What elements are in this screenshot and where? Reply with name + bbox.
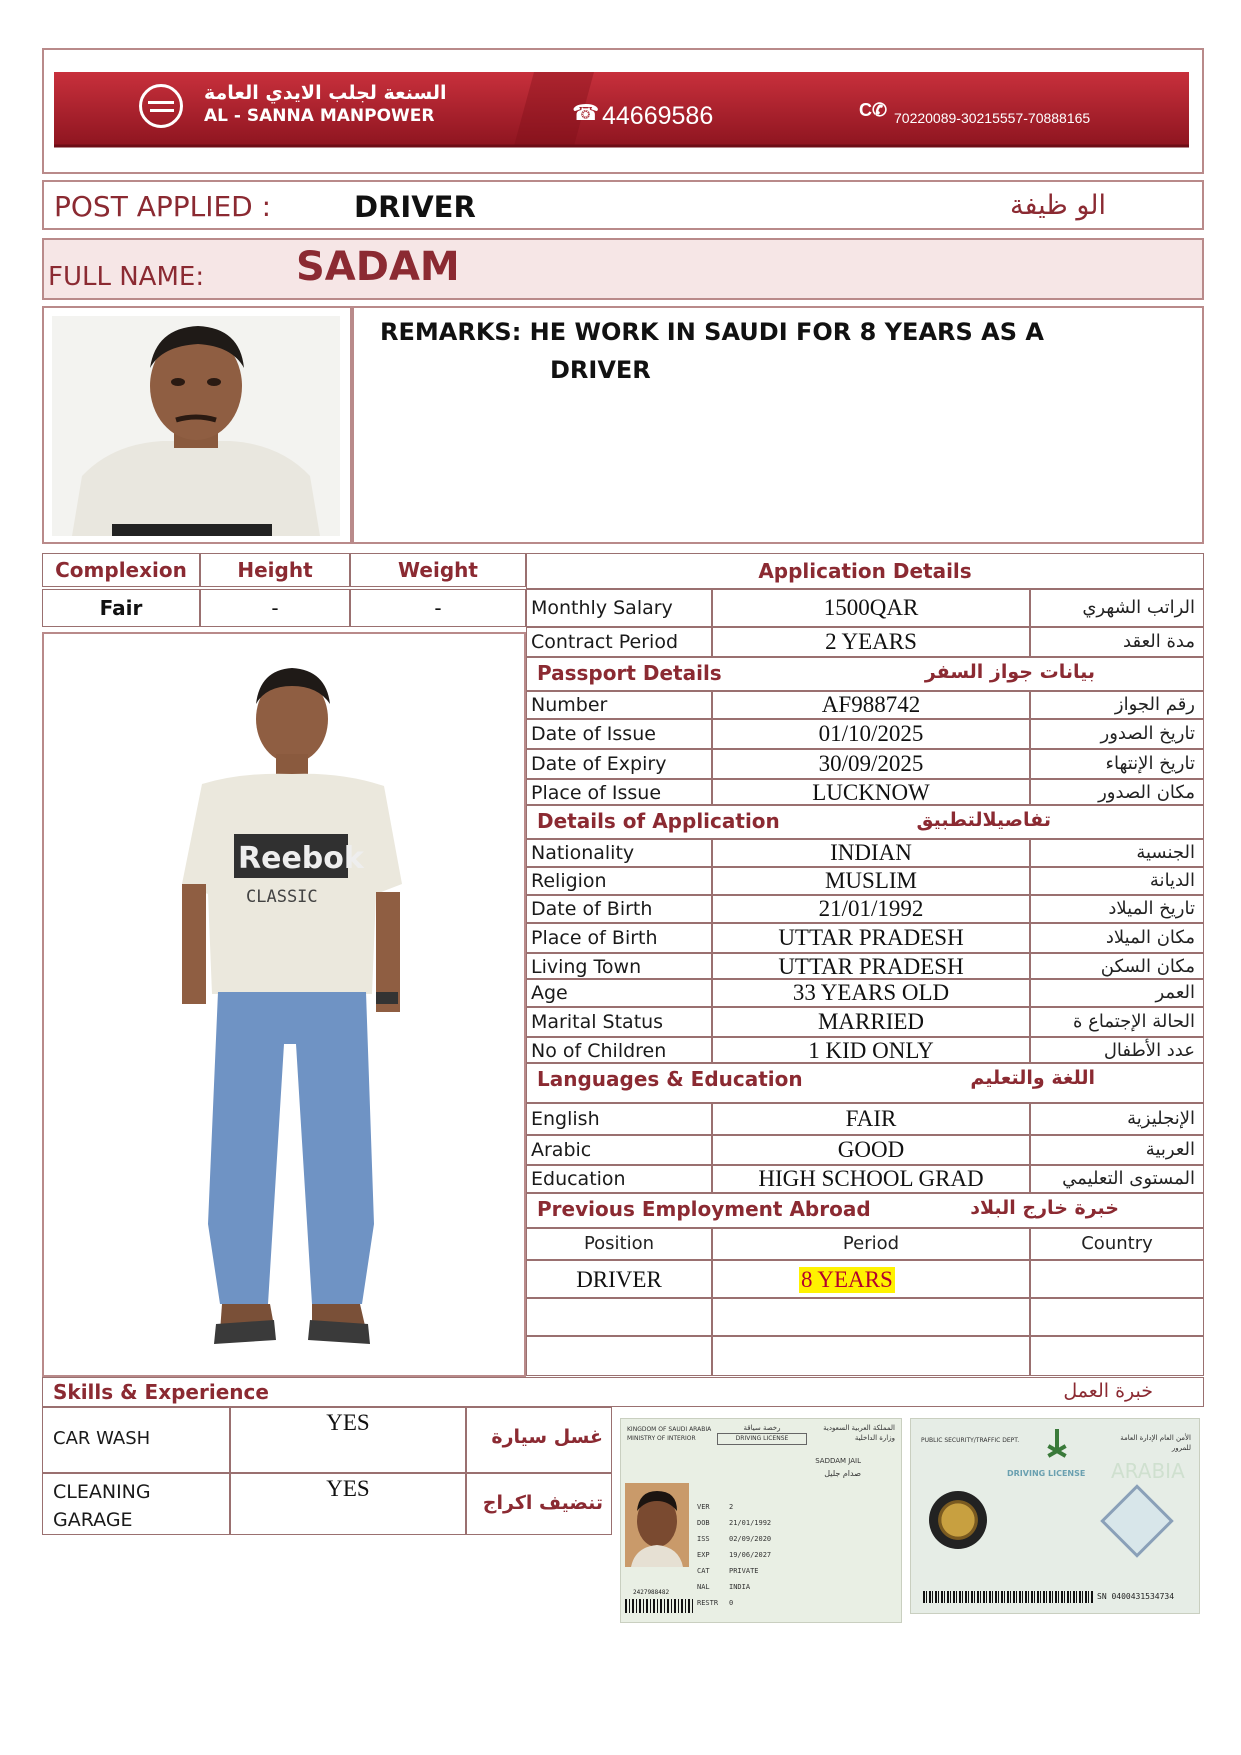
nationality-label-cell [526, 839, 712, 867]
education-ar-cell [1030, 1165, 1204, 1193]
licence-header-right: المملكة العربية السعودية وزارة الداخلية [823, 1424, 895, 1442]
licence-field-row [697, 1515, 897, 1531]
nationality-ar: الجنسية [1136, 842, 1195, 863]
religion-label-cell [526, 867, 712, 895]
licence-back-card-label: DRIVING LICENSE [1007, 1469, 1086, 1478]
date-of-birth-label: Date of Birth [531, 898, 653, 920]
no-of-children-label-cell [526, 1037, 712, 1063]
living-town-ar-cell [1030, 953, 1204, 979]
languages-education-title: Languages & Education [537, 1067, 803, 1091]
employment-country-header: Country [1030, 1228, 1204, 1260]
licence-field-row [697, 1595, 897, 1611]
arabic-label-cell [526, 1135, 712, 1165]
header-banner [42, 48, 1204, 174]
licence-back-dept: PUBLIC SECURITY/TRAFFIC DEPT. [921, 1437, 1020, 1444]
licence-field-key: NAL [697, 1583, 710, 1591]
monthly-salary-ar: الراتب الشهري [1082, 597, 1195, 618]
place-of-issue-ar: مكان الصدور [1098, 782, 1195, 803]
previous-employment-title: Previous Employment Abroad [537, 1197, 871, 1221]
nationality-label: Nationality [531, 842, 635, 864]
contract-period-ar-cell [1030, 627, 1204, 657]
education-label-cell [526, 1165, 712, 1193]
company-name-arabic: السنعة لجلب الايدي العامة [204, 82, 447, 104]
passport-number-label-cell [526, 691, 712, 719]
date-of-expiry-value-cell [712, 749, 1030, 779]
no-of-children-label: No of Children [531, 1040, 667, 1062]
portrait-box [42, 306, 352, 544]
passport-number-ar-cell [1030, 691, 1204, 719]
place-of-issue-ar-cell [1030, 779, 1204, 805]
licence-name-en: SADDAM JAIL [815, 1457, 861, 1465]
english-value: FAIR [845, 1106, 897, 1131]
licence-holder-photo [625, 1483, 689, 1567]
application-details-header: Application Details [526, 553, 1204, 589]
company-name-english: AL - SANNA MANPOWER [204, 106, 435, 126]
no-of-children-ar: عدد الأطفال [1103, 1040, 1195, 1061]
employment-empty-row [712, 1298, 1030, 1336]
age-value-cell [712, 979, 1030, 1007]
full-name-row [42, 238, 1204, 300]
licence-chip-icon [929, 1491, 987, 1549]
company-logo-icon [139, 84, 183, 128]
skill-value-cleaning-garage: YES [230, 1473, 466, 1535]
marital-status-ar: الحالة الإجتماع ة [1072, 1011, 1195, 1032]
skill-arabic-cleaning-garage: تنضيف اكراج [466, 1473, 612, 1535]
english-label: English [531, 1108, 600, 1130]
full-body-photo-box [42, 632, 526, 1377]
complexion-header: Complexion [42, 553, 200, 587]
age-ar: العمر [1155, 982, 1195, 1003]
candidate-full-body-photo [162, 664, 422, 1354]
date-of-expiry-value: 30/09/2025 [818, 751, 924, 776]
place-of-issue-value-cell [712, 779, 1030, 805]
height-value: - [200, 589, 350, 627]
date-of-expiry-label-cell [526, 749, 712, 779]
passport-number-ar: رقم الجواز [1114, 694, 1195, 715]
details-of-application-title-arabic: تفاصيلالتطبيق [916, 809, 1051, 831]
full-name-label: FULL NAME: [48, 262, 205, 292]
weight-header: Weight [350, 553, 526, 587]
candidate-portrait-photo [52, 316, 340, 536]
education-label: Education [531, 1168, 626, 1190]
skill-label-car-wash: CAR WASH [42, 1407, 230, 1473]
previous-employment-title-arabic: خبرة خارج البلاد [970, 1197, 1119, 1219]
date-of-birth-value: 21/01/1992 [818, 896, 924, 921]
contract-period-label-cell [526, 627, 712, 657]
driving-licence-back-image [910, 1418, 1200, 1614]
phone-icon: ☎ [572, 100, 600, 125]
employment-empty-row [526, 1298, 712, 1336]
svg-text:CLASSIC: CLASSIC [246, 887, 318, 907]
driving-licence-front-image [620, 1418, 902, 1623]
previous-employment-section-header [526, 1193, 1204, 1228]
age-value: 33 YEARS OLD [792, 980, 950, 1005]
date-of-expiry-ar-cell [1030, 749, 1204, 779]
date-of-expiry-label: Date of Expiry [531, 753, 667, 775]
nationality-value-cell [712, 839, 1030, 867]
place-of-birth-label-cell [526, 923, 712, 953]
marital-status-value-cell [712, 1007, 1030, 1037]
licence-back-country-watermark: ARABIA [1111, 1459, 1185, 1483]
details-of-application-section-header [526, 805, 1204, 839]
licence-field-row [697, 1579, 897, 1595]
employment-position-cell: DRIVER [526, 1260, 712, 1298]
monthly-salary-value: 1500QAR [823, 595, 919, 620]
licence-back-barcode [923, 1591, 1093, 1603]
licence-field-key: VER [697, 1503, 710, 1511]
english-ar-cell [1030, 1103, 1204, 1135]
post-applied-value: DRIVER [354, 190, 476, 224]
skill-arabic-car-wash: غسل سيارة [466, 1407, 612, 1473]
place-of-issue-value: LUCKNOW [812, 780, 930, 805]
monthly-salary-label: Monthly Salary [531, 597, 673, 619]
contract-period-ar: مدة العقد [1123, 631, 1195, 652]
date-of-birth-value-cell [712, 895, 1030, 923]
passport-number-value-cell [712, 691, 1030, 719]
licence-id-number: 2427988482 [633, 1589, 670, 1596]
nationality-ar-cell [1030, 839, 1204, 867]
licence-field-value: PRIVATE [729, 1567, 759, 1575]
place-of-birth-ar-cell [1030, 923, 1204, 953]
svg-text:Reebok: Reebok [238, 841, 364, 876]
arabic-value: GOOD [837, 1137, 905, 1162]
languages-education-title-arabic: اللغة والتعليم [970, 1067, 1095, 1089]
licence-field-row [697, 1547, 897, 1563]
licence-field-value: 19/06/2027 [729, 1551, 772, 1559]
living-town-value-cell [712, 953, 1030, 979]
place-of-birth-label: Place of Birth [531, 927, 658, 949]
licence-field-row [697, 1563, 897, 1579]
education-value-cell [712, 1165, 1030, 1193]
licence-barcode [625, 1599, 695, 1613]
licence-header-left: KINGDOM OF SAUDI ARABIA MINISTRY OF INTERIOR [627, 1426, 712, 1442]
employment-country-cell [1030, 1260, 1204, 1298]
monthly-salary-label-cell [526, 589, 712, 627]
religion-value: MUSLIM [824, 868, 917, 893]
post-applied-label: POST APPLIED : [54, 190, 272, 223]
skills-header: Skills & Experience خبرة العمل [42, 1377, 1204, 1407]
passport-title-arabic: بيانات جواز السفر [924, 661, 1095, 683]
employment-empty-row [712, 1336, 1030, 1376]
contract-period-value-cell [712, 627, 1030, 657]
licence-field-key: CAT [697, 1567, 710, 1575]
date-of-issue-label: Date of Issue [531, 723, 656, 745]
religion-value-cell [712, 867, 1030, 895]
complexion-value: Fair [42, 589, 200, 627]
mobile-icon: C✆ [859, 100, 888, 120]
licence-field-row [697, 1499, 897, 1515]
post-applied-row [42, 180, 1204, 230]
place-of-birth-value-cell [712, 923, 1030, 953]
education-ar: المستوى التعليمي [1062, 1168, 1195, 1189]
english-ar: الإنجليزية [1127, 1108, 1195, 1129]
remarks-line-1: REMARKS: HE WORK IN SAUDI FOR 8 YEARS AS A [380, 318, 1044, 346]
place-of-issue-label-cell [526, 779, 712, 805]
no-of-children-value: 1 KID ONLY [808, 1038, 934, 1063]
mobile-numbers: 70220089-30215557-70888165 [894, 110, 1091, 126]
passport-number-value: AF988742 [821, 692, 921, 717]
licence-field-value: 02/09/2020 [729, 1535, 772, 1543]
arabic-value-cell [712, 1135, 1030, 1165]
employment-empty-row [526, 1336, 712, 1376]
licence-field-value: 21/01/1992 [729, 1519, 772, 1527]
weight-value: - [350, 589, 526, 627]
monthly-salary-value-cell [712, 589, 1030, 627]
height-header: Height [200, 553, 350, 587]
date-of-issue-value: 01/10/2025 [818, 721, 924, 746]
arabic-ar-cell [1030, 1135, 1204, 1165]
employment-position-header: Position [526, 1228, 712, 1260]
licence-field-key: EXP [697, 1551, 710, 1559]
no-of-children-value-cell [712, 1037, 1030, 1063]
english-label-cell [526, 1103, 712, 1135]
licence-field-row [697, 1531, 897, 1547]
contract-period-label: Contract Period [531, 631, 679, 653]
licence-back-serial: SN 0400431534734 [1097, 1592, 1175, 1601]
post-applied-label-arabic: الو ظيفة [1009, 190, 1106, 221]
remarks-line-2: DRIVER [550, 356, 651, 384]
date-of-expiry-ar: تاريخ الإنتهاء [1105, 753, 1195, 774]
licence-field-value: INDIA [729, 1583, 751, 1591]
licence-header-mid: رخصة سياقة DRIVING LICENSE [717, 1423, 807, 1445]
date-of-birth-ar: تاريخ الميلاد [1108, 898, 1195, 919]
licence-field-value: 0 [729, 1599, 734, 1607]
arabic-label: Arabic [531, 1139, 592, 1161]
phone-number: 44669586 [602, 102, 714, 130]
full-name-value: SADAM [296, 244, 460, 290]
date-of-issue-label-cell [526, 719, 712, 749]
skill-label-cleaning-garage: CLEANING GARAGE [42, 1473, 230, 1535]
licence-fields [697, 1499, 897, 1611]
marital-status-ar-cell [1030, 1007, 1204, 1037]
no-of-children-ar-cell [1030, 1037, 1204, 1063]
living-town-label: Living Town [531, 956, 642, 978]
passport-title: Passport Details [537, 661, 722, 685]
licence-field-key: RESTR [697, 1599, 719, 1607]
religion-ar-cell [1030, 867, 1204, 895]
age-ar-cell [1030, 979, 1204, 1007]
date-of-birth-ar-cell [1030, 895, 1204, 923]
age-label-cell [526, 979, 712, 1007]
nationality-value: INDIAN [830, 840, 912, 865]
place-of-birth-ar: مكان الميلاد [1105, 927, 1195, 948]
details-of-application-title: Details of Application [537, 809, 780, 833]
religion-ar: الديانة [1149, 870, 1195, 891]
employment-period-header: Period [712, 1228, 1030, 1260]
living-town-ar: مكان السكن [1100, 956, 1195, 977]
employment-empty-row [1030, 1298, 1204, 1336]
contract-period-value: 2 YEARS [825, 629, 917, 654]
living-town-label-cell [526, 953, 712, 979]
living-town-value: UTTAR PRADESH [778, 954, 964, 979]
licence-hologram-icon [1100, 1484, 1174, 1558]
place-of-issue-label: Place of Issue [531, 782, 662, 804]
marital-status-label: Marital Status [531, 1011, 664, 1033]
place-of-birth-value: UTTAR PRADESH [778, 925, 964, 950]
employment-empty-row [1030, 1336, 1204, 1376]
employment-period-highlight: 8 YEARS [801, 1267, 893, 1292]
date-of-issue-ar: تاريخ الصدور [1100, 723, 1195, 744]
date-of-issue-value-cell [712, 719, 1030, 749]
monthly-salary-ar-cell [1030, 589, 1204, 627]
licence-field-key: DOB [697, 1519, 710, 1527]
religion-label: Religion [531, 870, 607, 892]
employment-period-cell [712, 1260, 1030, 1298]
age-label: Age [531, 982, 568, 1004]
licence-name-ar: صدام جليل [824, 1469, 861, 1478]
remarks-box [352, 306, 1204, 544]
date-of-birth-label-cell [526, 895, 712, 923]
marital-status-value: MARRIED [817, 1009, 925, 1034]
licence-back-dept-ar: الأمن العام الإدارة العامة للمرور [1120, 1434, 1191, 1452]
arabic-ar: العربية [1145, 1139, 1195, 1160]
languages-education-section-header [526, 1063, 1204, 1103]
passport-number-label: Number [531, 694, 608, 716]
saudi-emblem-icon [1045, 1427, 1069, 1463]
licence-field-value: 2 [729, 1503, 734, 1511]
passport-section-header [526, 657, 1204, 691]
date-of-issue-ar-cell [1030, 719, 1204, 749]
education-value: HIGH SCHOOL GRAD [758, 1166, 984, 1191]
licence-field-key: ISS [697, 1535, 710, 1543]
marital-status-label-cell [526, 1007, 712, 1037]
english-value-cell [712, 1103, 1030, 1135]
skill-value-car-wash: YES [230, 1407, 466, 1473]
